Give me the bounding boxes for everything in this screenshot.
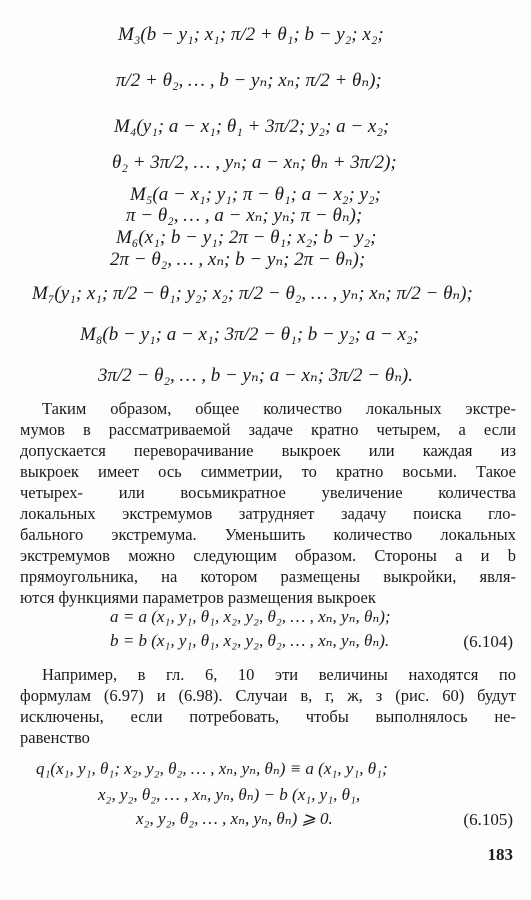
equation-line: x₂, y₂, θ₂, … , xₙ, yₙ, θₙ) − b (x₁, y₁, θ₁, bbox=[98, 785, 361, 804]
equation-line: q₁(x₁, y₁, θ₁; x₂, y₂, θ₂, … , xₙ, yₙ, θₙ) ≡ a (x₁, y₁, θ₁; bbox=[36, 759, 388, 778]
text-line: бального экстремума. Уменьшить количество локальных bbox=[20, 525, 516, 544]
formula-line-m7: M₇(y₁; x₁; π/2 − θ₁; y₂; x₂; π/2 − θ₂, … , yₙ; xₙ; π/2 − θₙ); bbox=[32, 283, 473, 304]
formula-line-m3-a: M₃(b − y₁; x₁; π/2 + θ₁; b − y₂; x₂; bbox=[118, 24, 384, 45]
text-line: равенство bbox=[20, 728, 90, 747]
equation-line: x₂, y₂, θ₂, … , xₙ, yₙ, θₙ) ⩾ 0. bbox=[136, 809, 333, 828]
equation-number: (6.104) bbox=[463, 632, 513, 651]
formula-line-m8-a: M₈(b − y₁; a − x₁; 3π/2 − θ₁; b − y₂; a − x₂; bbox=[80, 324, 419, 345]
page-number: 183 bbox=[487, 845, 513, 864]
text-line: мумов в рассматриваемой задаче кратно четырем, а если bbox=[20, 420, 516, 439]
text-line: допускается переворачивание выкроек или каждая из bbox=[20, 441, 516, 460]
text-line: экстремумов можно следующим образом. Стороны a и b bbox=[20, 546, 516, 565]
text-line: выкроек имеет ось симметрии, то кратно восьми. Такое bbox=[20, 462, 516, 481]
text-line: прямоугольника, на котором размещены выкройки, явля- bbox=[20, 567, 516, 586]
formula-line-m5-b: π − θ₂, … , a − xₙ; yₙ; π − θₙ); bbox=[126, 205, 363, 226]
formula-line-m6-b: 2π − θ₂, … , xₙ; b − yₙ; 2π − θₙ); bbox=[110, 249, 366, 270]
formula-line-m6-a: M₆(x₁; b − y₁; 2π − θ₁; x₂; b − y₂; bbox=[116, 227, 377, 248]
formula-line-m3-b: π/2 + θ₂, … , b − yₙ; xₙ; π/2 + θₙ); bbox=[116, 70, 382, 91]
text-line: формулам (6.97) и (6.98). Случаи в, г, ж, з (рис. 60) будут bbox=[20, 686, 516, 705]
body-paragraph-1 bbox=[20, 398, 516, 608]
body-paragraph-2 bbox=[20, 664, 516, 748]
formula-line-m4-b: θ₂ + 3π/2, … , yₙ; a − xₙ; θₙ + 3π/2); bbox=[112, 152, 397, 173]
text-line: ются функциями параметров размещения выкроек bbox=[20, 588, 376, 607]
equation-number: (6.105) bbox=[463, 810, 513, 829]
formula-line-m5-a: M₅(a − x₁; y₁; π − θ₁; a − x₂; y₂; bbox=[130, 184, 381, 205]
text-line: локальных экстремумов затрудняет задачу поиска гло- bbox=[20, 504, 516, 523]
text-line: Например, в гл. 6, 10 эти величины находятся по bbox=[42, 665, 516, 684]
formula-line-m8-b: 3π/2 − θ₂, … , b − yₙ; a − xₙ; 3π/2 − θₙ). bbox=[98, 365, 413, 386]
text-line: четырех- или восьмикратное увеличение количества bbox=[20, 483, 516, 502]
equation-line: b = b (x₁, y₁, θ₁, x₂, y₂, θ₂, … , xₙ, yₙ, θₙ). bbox=[110, 631, 390, 650]
formula-line-m4-a: M₄(y₁; a − x₁; θ₁ + 3π/2; y₂; a − x₂; bbox=[114, 116, 390, 137]
text-line: исключены, если потребовать, чтобы выполнялось не- bbox=[20, 707, 516, 726]
text-line: Таким образом, общее количество локальных экстре- bbox=[42, 399, 516, 418]
equation-line: a = a (x₁, y₁, θ₁, x₂, y₂, θ₂, … , xₙ, yₙ, θₙ); bbox=[110, 607, 391, 626]
